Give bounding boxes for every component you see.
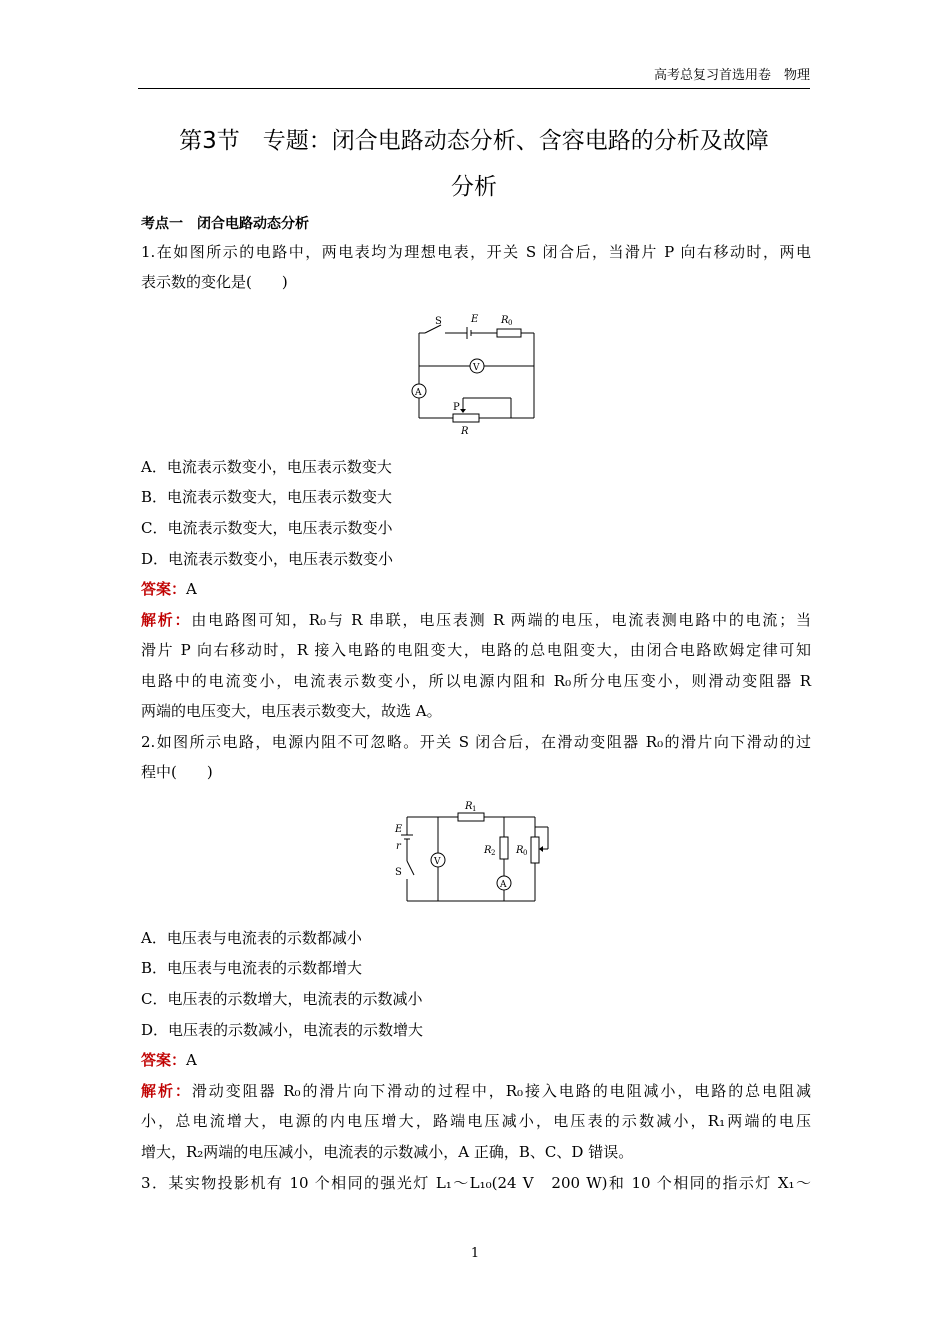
- q1-analysis-text1: 由电路图可知，R₀与 R 串联，电压表测 R 两端的电压，电流表测电路中的电流；当: [191, 611, 811, 629]
- q1-analysis-line4: 两端的电压变大，电压表示数变大，故选 A。: [141, 702, 442, 720]
- q1-label-v: V: [473, 363, 480, 373]
- q1-option-d: D．电流表示数变小，电压表示数变小: [141, 550, 394, 568]
- q2-option-c: C．电压表的示数增大，电流表的示数减小: [141, 990, 423, 1008]
- q1-answer-value: A: [186, 580, 197, 598]
- q2-analysis-line3: 增大，R₂两端的电压减小，电流表的示数减小，A 正确，B、C、D 错误。: [141, 1143, 634, 1161]
- q1-analysis-label: 解析：: [141, 611, 192, 629]
- q2-resistor-r2: [500, 837, 508, 859]
- q2-analysis-line2: 小，总电流增大，电源的内电压增大，路端电压减小，电压表的示数减小，R₁两端的电压: [141, 1112, 811, 1130]
- q2-resistor-r1: [458, 813, 484, 821]
- q1-label-s: S: [435, 316, 442, 327]
- q2-rheostat-r0: [531, 837, 539, 863]
- q2-circuit-figure: [390, 797, 560, 907]
- q1-stem-line2: 表示数的变化是( ): [141, 273, 288, 291]
- q3-stem-line1: 3．某实物投影机有 10 个相同的强光灯 L₁～L₁₀(24 V 200 W)和 10 个相同的指示灯 X₁～: [141, 1174, 811, 1192]
- q1-resistor-r0: [497, 329, 521, 337]
- q1-analysis-line2: 滑片 P 向右移动时，R 接入电路的电阻变大，电路的总电阻变大，由闭合电路欧姆定律可知: [141, 641, 811, 659]
- q1-option-c: C．电流表示数变大，电压表示数变小: [141, 519, 393, 537]
- q1-label-p: P: [453, 402, 460, 413]
- q1-answer: [141, 578, 811, 600]
- q1-stem-line1: 1.在如图所示的电路中，两电表均为理想电表，开关 S 闭合后，当滑片 P 向右移动时，两电: [141, 243, 811, 261]
- q2-option-b: B．电压表与电流表的示数都增大: [141, 959, 363, 977]
- q2-answer: [141, 1049, 811, 1071]
- q2-label-r0: R: [516, 845, 524, 856]
- q2-option-d: D．电压表的示数减小，电流表的示数增大: [141, 1021, 424, 1039]
- q1-analysis-line1: [141, 609, 811, 631]
- q2-analysis-label: 解析：: [141, 1082, 192, 1100]
- q2-label-r: r: [396, 841, 401, 852]
- q2-stem-line2: 程中( ): [141, 763, 213, 781]
- q2-label-e: E: [395, 824, 403, 835]
- q2-label-r2: R: [484, 845, 492, 856]
- q1-analysis-line3: 电路中的电流变小，电流表示数变小，所以电源内阻和 R₀所分电压变小，则滑动变阻器 R: [141, 672, 811, 690]
- q1-circuit-figure: [405, 306, 555, 436]
- q2-label-a: A: [500, 880, 507, 890]
- q2-label-r1: R: [465, 801, 473, 812]
- page-title-cont: 分析: [451, 174, 497, 200]
- q2-label-r0-sub: 0: [523, 849, 528, 857]
- q1-rheostat: [453, 414, 479, 422]
- q1-label-r0-sub: 0: [508, 319, 513, 327]
- page-header: 高考总复习首选用卷 物理: [138, 64, 810, 89]
- q2-label-v: V: [434, 857, 441, 867]
- q1-answer-label: 答案：: [141, 580, 187, 598]
- q2-stem-line1: 2.如图所示电路，电源内阻不可忽略。开关 S 闭合后，在滑动变阻器 R₀的滑片向下滑动的过: [141, 733, 811, 751]
- q2-switch-blade: [407, 861, 414, 875]
- q2-analysis-text1: 滑动变阻器 R₀的滑片向下滑动的过程中，R₀接入电路的电阻减小，电路的总电阻减: [191, 1082, 811, 1100]
- q1-label-e: E: [471, 314, 479, 325]
- section-heading: 考点一 闭合电路动态分析: [141, 216, 309, 232]
- q1-label-r: R: [461, 426, 469, 436]
- q2-answer-label: 答案：: [141, 1051, 187, 1069]
- q2-label-r1-sub: 1: [472, 805, 477, 813]
- page-number: 1: [470, 1246, 480, 1261]
- q1-option-a: A．电流表示数变小，电压表示数变大: [141, 458, 392, 476]
- q2-analysis-line1: [141, 1080, 811, 1102]
- q1-label-a: A: [415, 388, 422, 398]
- q2-label-s: S: [395, 867, 402, 878]
- q1-option-b: B．电流表示数变大，电压表示数变大: [141, 488, 393, 506]
- q2-option-a: A．电压表与电流表的示数都减小: [141, 929, 362, 947]
- q1-label-r0: R: [501, 315, 509, 326]
- q2-answer-value: A: [186, 1051, 197, 1069]
- page-title: 第3节 专题：闭合电路动态分析、含容电路的分析及故障: [179, 128, 769, 154]
- q2-label-r2-sub: 2: [491, 849, 496, 857]
